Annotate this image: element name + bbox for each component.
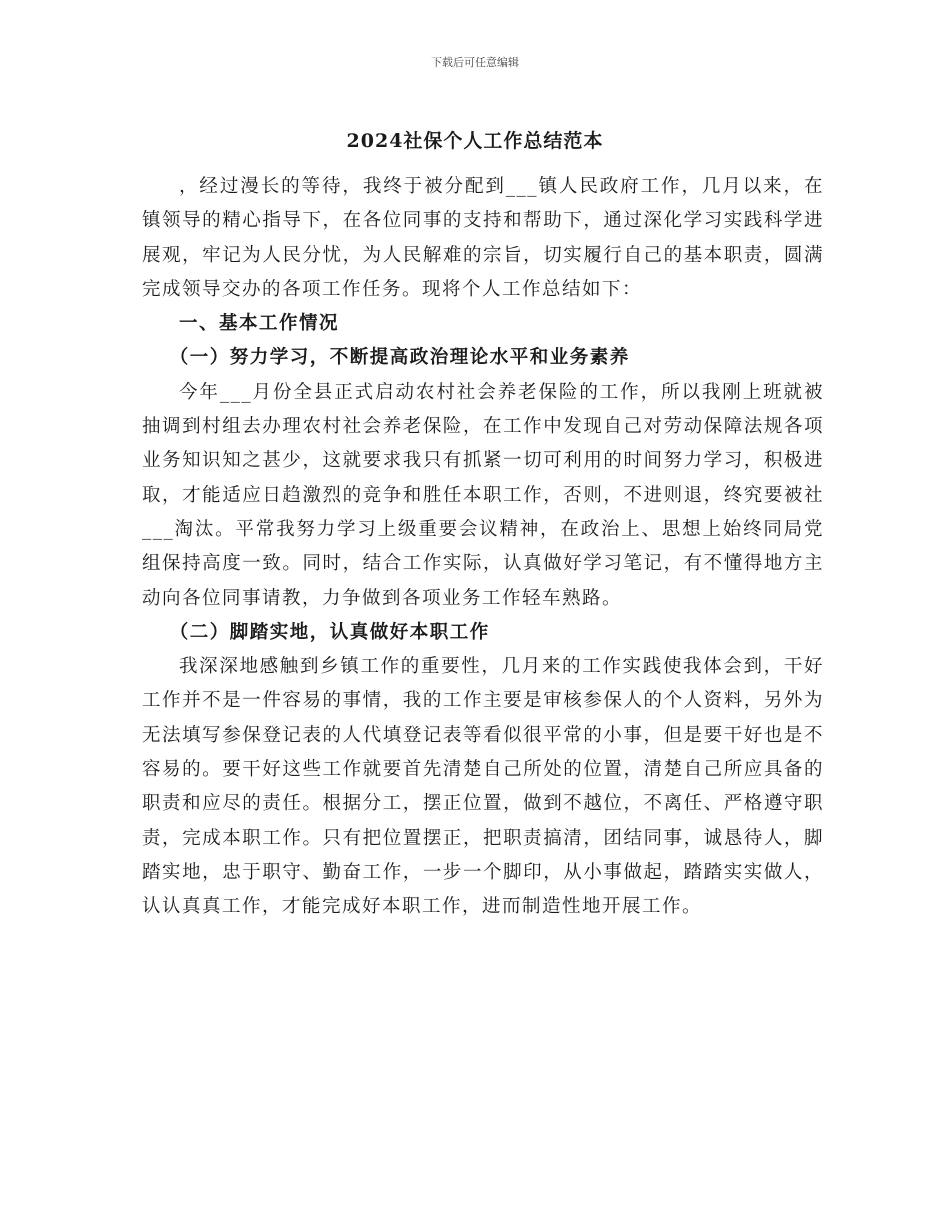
header-note: 下载后可任意编辑 xyxy=(431,56,519,69)
subsection-body-study: 今年___月份全县正式启动农村社会养老保险的工作，所以我刚上班就被抽调到村组去办理农村社会养老保险，在工作中发现自己对劳动保障法规各项业务知识知之甚少，这就要求我只有抓紧一切可利用的时间努力学习，积极进取，才能适应日趋激烈的竞争和胜任本职工作，否则，不进则退，终究要被社___淘汰。平常我努力学习上级重要会议精神，在政治上、思想上始终同局党组保持高度一致。同时，结合工作实际，认真做好学习笔记，有不懂得地方主动向各位同事请教，力争做到各项业务工作轻车熟路。 xyxy=(142,381,824,609)
subsection-heading-duty: （二）脚踏实地，认真做好本职工作 xyxy=(169,621,490,643)
subsection-heading-study: （一）努力学习，不断提高政治理论水平和业务素养 xyxy=(169,347,630,369)
document-title: 2024社保个人工作总结范本 xyxy=(346,130,604,152)
subsection-body-duty: 我深深地感触到乡镇工作的重要性，几月来的工作实践使我体会到，干好工作并不是一件容易的事情，我的工作主要是审核参保人的个人资料，另外为无法填写参保登记表的人代填登记表等看似很平常的小事，但是要干好也是不容易的。要干好这些工作就要首先清楚自己所处的位置，清楚自己所应具备的职责和应尽的责任。根据分工，摆正位置，做到不越位，不离任、严格遵守职责，完成本职工作。只有把位置摆正，把职责搞清，团结同事，诚恳待人，脚踏实地，忠于职守、勤奋工作，一步一个脚印，从小事做起，踏踏实实做人，认认真真工作，才能完成好本职工作，进而制造性地开展工作。 xyxy=(142,656,824,918)
intro-paragraph: ，经过漫长的等待，我终于被分配到___镇人民政府工作，几月以来，在镇领导的精心指导下，在各位同事的支持和帮助下，通过深化学习实践科学进展观，牢记为人民分忧，为人民解难的宗旨，切实履行自己的基本职责，圆满完成领导交办的各项工作任务。现将个人工作总结如下： xyxy=(142,176,824,300)
section-heading-basic-work: 一、基本工作情况 xyxy=(179,313,340,335)
document-body xyxy=(142,170,824,925)
